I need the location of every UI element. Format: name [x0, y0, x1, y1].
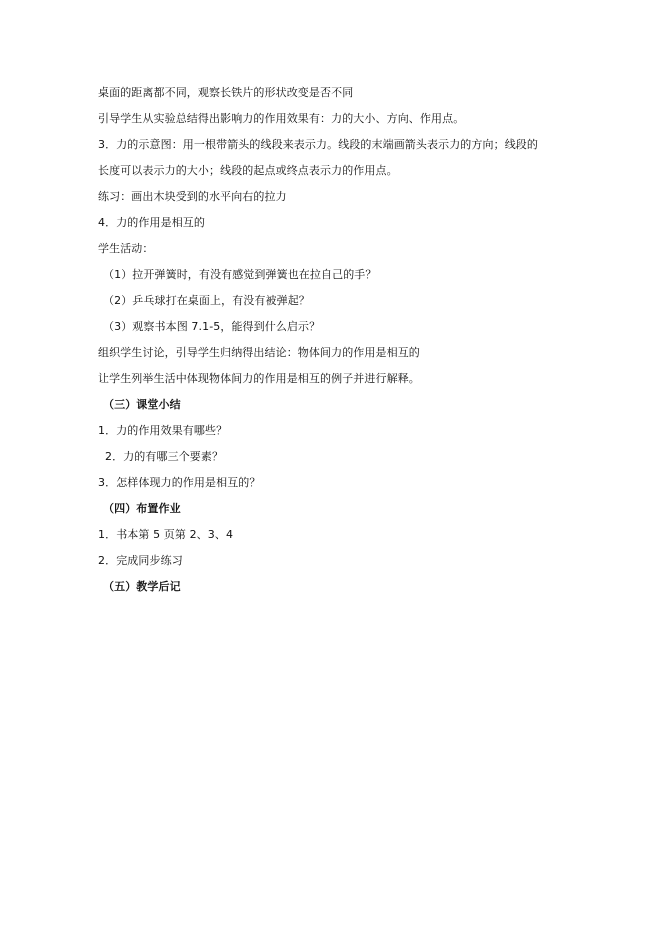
list-item: （2）乒乓球打在桌面上，有没有被弹起？	[103, 294, 310, 307]
section-heading: （五）教学后记	[103, 580, 181, 593]
text-line: 长度可以表示力的大小；线段的起点或终点表示力的作用点。	[98, 164, 398, 177]
list-item: 2．力的有哪三个要素？	[105, 450, 224, 463]
list-item: 1．力的作用效果有哪些？	[98, 424, 228, 437]
text-line: 3．力的示意图：用一根带箭头的线段来表示力。线段的末端画箭头表示力的方向；线段的	[98, 138, 538, 151]
section-heading: （四）布置作业	[103, 502, 181, 515]
section-heading: 4．力的作用是相互的	[98, 216, 205, 229]
text-line: 桌面的距离都不同，观察长铁片的形状改变是否不同	[98, 86, 354, 99]
section-heading: （三）课堂小结	[103, 398, 181, 411]
list-item: 3．怎样体现力的作用是相互的？	[98, 476, 261, 489]
list-item: 1．书本第 5 页第 2、3、4	[98, 528, 234, 541]
text-line: 学生活动：	[98, 242, 154, 255]
text-line: 让学生列举生活中体现物体间力的作用是相互的例子并进行解释。	[98, 372, 420, 385]
text-line: 练习：画出木块受到的水平向右的拉力	[98, 190, 287, 203]
list-item: （3）观察书本图 7.1-5，能得到什么启示？	[103, 320, 321, 333]
text-line: 组织学生讨论，引导学生归纳得出结论：物体间力的作用是相互的	[98, 346, 420, 359]
list-item: 2．完成同步练习	[98, 554, 183, 567]
text-line: 引导学生从实验总结得出影响力的作用效果有：力的大小、方向、作用点。	[98, 112, 465, 125]
list-item: （1）拉开弹簧时，有没有感觉到弹簧也在拉自己的手？	[103, 268, 377, 281]
